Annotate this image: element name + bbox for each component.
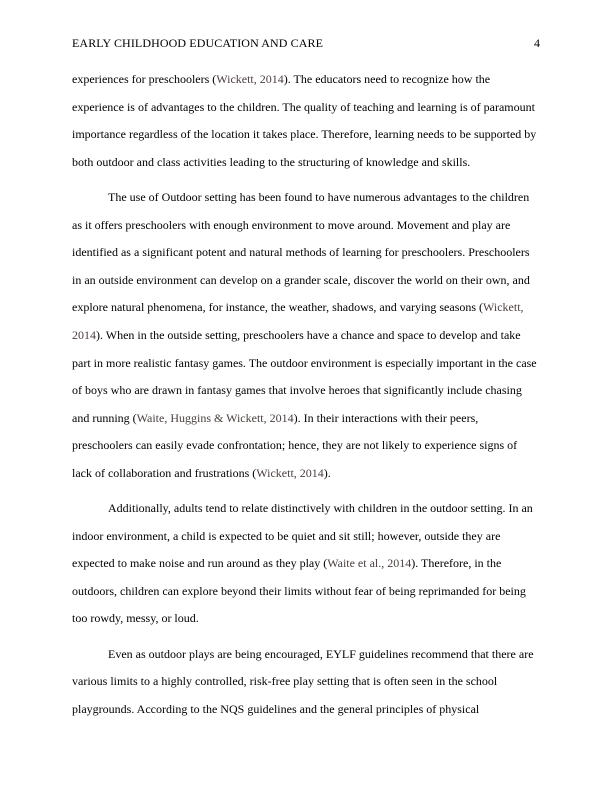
paragraph — [72, 66, 540, 176]
text-run: explore natural phenomena, for instance, the weather, shadows, and varying seasons ( — [72, 300, 484, 315]
page-number: 4 — [534, 36, 540, 50]
text-run: as it offers preschoolers with enough environment to move around. Movement and play are — [72, 217, 511, 232]
text-run: expected to make noise and run around as they play ( — [72, 556, 328, 571]
text-line — [72, 523, 540, 551]
text-run: preschoolers can easily evade confrontation; hence, they are not likely to experience signs of — [72, 438, 518, 453]
citation: Wickett, — [483, 300, 524, 315]
text-line — [72, 267, 540, 295]
text-line — [72, 495, 540, 523]
text-line — [72, 605, 540, 633]
text-line — [72, 149, 540, 177]
text-line — [72, 377, 540, 405]
paragraph-spacing — [72, 488, 540, 496]
citation: Wickett, 2014 — [256, 465, 324, 480]
text-run: identified as a significant potent and natural methods of learning for preschoolers. Preschoolers — [72, 245, 530, 260]
running-head: EARLY CHILDHOOD EDUCATION AND CARE — [72, 36, 324, 50]
text-line — [72, 184, 540, 212]
text-line — [72, 432, 540, 460]
text-run: too rowdy, messy, or loud. — [72, 611, 199, 626]
text-run: importance regardless of the location it takes place. Therefore, learning needs to be supported by — [72, 127, 537, 142]
text-run: part in more realistic fantasy games. The outdoor environment is especially important in the case — [72, 355, 537, 370]
paragraph — [72, 495, 540, 633]
text-run: ). In their interactions with their peers, — [293, 410, 479, 425]
text-line — [72, 641, 540, 669]
paragraph-spacing — [72, 176, 540, 184]
text-run: ). The educators need to recognize how the — [283, 72, 491, 86]
text-run: ). — [323, 465, 331, 480]
paragraph-spacing — [72, 633, 540, 641]
text-run: various limits to a highly controlled, risk-free play setting that is often seen in the school — [72, 674, 498, 689]
text-line — [72, 121, 540, 149]
text-line — [72, 322, 540, 350]
text-run: ). Therefore, in the — [411, 556, 502, 571]
text-line — [72, 405, 540, 433]
text-run: outdoors, children can explore beyond their limits without fear of being reprimanded for being — [72, 583, 526, 598]
text-run: of boys who are drawn in fantasy games that involve heroes that significantly include chasing — [72, 383, 522, 398]
text-run: both outdoor and class activities leading to the structuring of knowledge and skills. — [72, 154, 471, 169]
text-line — [72, 239, 540, 267]
text-line — [72, 294, 540, 322]
paragraph — [72, 184, 540, 488]
text-run: experiences for preschoolers ( — [72, 72, 217, 86]
paragraph — [72, 641, 540, 724]
text-line — [72, 94, 540, 122]
text-run: Even as outdoor plays are being encouraged, EYLF guidelines recommend that there are — [108, 646, 534, 661]
text-run: and running ( — [72, 410, 137, 425]
text-run: Additionally, adults tend to relate distinctively with children in the outdoor setting. In an — [108, 501, 533, 516]
text-run: in an outside environment can develop on a grander scale, discover the world on their own, and — [72, 272, 530, 287]
citation: Waite et al., 2014 — [327, 556, 412, 571]
citation: Wickett, 2014 — [216, 72, 284, 86]
text-line — [72, 460, 540, 488]
body-text — [72, 66, 540, 723]
text-line — [72, 668, 540, 696]
text-line — [72, 696, 540, 724]
text-line — [72, 578, 540, 606]
text-line — [72, 550, 540, 578]
text-run: experience is of advantages to the children. The quality of teaching and learning is of paramount — [72, 99, 535, 114]
citation: 2014 — [72, 327, 96, 342]
citation: Waite, Huggins & Wickett, 2014 — [136, 410, 294, 425]
text-run: indoor environment, a child is expected to be quiet and sit still; however, outside they are — [72, 528, 501, 543]
text-run: ). When in the outside setting, preschoolers have a chance and space to develop and take — [96, 327, 521, 342]
text-run: lack of collaboration and frustrations ( — [72, 465, 257, 480]
text-run: playgrounds. According to the NQS guidelines and the general principles of physical — [72, 701, 480, 716]
text-line — [72, 212, 540, 240]
text-line — [72, 350, 540, 378]
text-run: The use of Outdoor setting has been found to have numerous advantages to the children — [108, 189, 530, 204]
text-line — [72, 66, 540, 94]
